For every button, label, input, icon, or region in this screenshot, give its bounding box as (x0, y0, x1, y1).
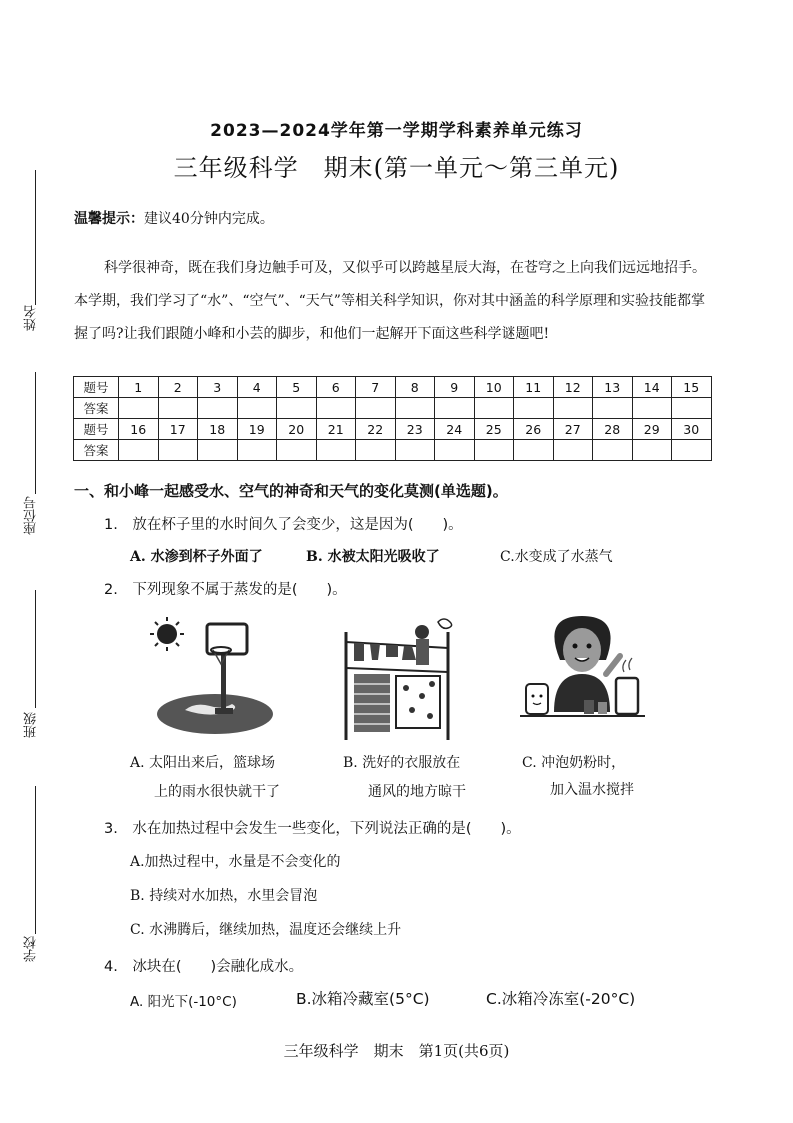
question-2-option-c-line2: 加入温水搅拌 (550, 782, 634, 798)
question-number-cell: 7 (356, 377, 396, 398)
answer-cell[interactable] (316, 440, 356, 461)
section-heading-1: 一、和小峰一起感受水、空气的神奇和天气的变化莫测(单选题)。 (74, 482, 508, 500)
answer-cell[interactable] (395, 398, 435, 419)
table-header-cell: 题号 (74, 419, 119, 440)
answer-cell[interactable] (553, 440, 593, 461)
answer-cell[interactable] (514, 398, 554, 419)
question-3-option-a[interactable]: A.加热过程中，水量是不会变化的 (130, 854, 341, 870)
question-4-option-b[interactable]: B.冰箱冷藏室(5°C) (296, 990, 430, 1008)
sun-icon (150, 617, 184, 651)
question-2-option-b-line2: 通风的地方晾干 (368, 784, 466, 800)
page-title-line1: 2023—2024学年第一学期学科素养单元练习 (210, 121, 583, 141)
answer-cell[interactable] (158, 398, 198, 419)
answer-cell[interactable] (119, 440, 159, 461)
answer-table (73, 376, 712, 461)
page-footer: 三年级科学 期末 第1页(共6页) (283, 1042, 510, 1060)
sidebar-line-4 (35, 786, 36, 934)
answer-cell[interactable] (435, 398, 475, 419)
answer-cell[interactable] (593, 398, 633, 419)
table-header-cell: 答案 (74, 398, 119, 419)
answer-cell[interactable] (316, 398, 356, 419)
question-number-cell: 10 (474, 377, 514, 398)
question-number-cell: 21 (316, 419, 356, 440)
page-title-line2: 三年级科学 期末(第一单元～第三单元) (173, 154, 620, 182)
answer-cell[interactable] (356, 398, 396, 419)
question-1-stem: 1. 放在杯子里的水时间久了会变少，这是因为( )。 (104, 517, 463, 533)
sidebar-class-label: 班级 (24, 712, 39, 738)
answer-cell[interactable] (672, 398, 712, 419)
question-1-option-b[interactable]: B. 水被太阳光吸收了 (306, 549, 440, 565)
question-number-cell: 1 (119, 377, 159, 398)
question-number-cell: 13 (593, 377, 633, 398)
answer-cell[interactable] (237, 398, 277, 419)
answer-cell[interactable] (514, 440, 554, 461)
table-row (74, 440, 712, 461)
question-number-cell: 26 (514, 419, 554, 440)
answer-cell[interactable] (198, 398, 238, 419)
table-row (74, 398, 712, 419)
question-number-cell: 28 (593, 419, 633, 440)
tip-label: 温馨提示： (74, 211, 144, 227)
sidebar-line-2 (35, 372, 36, 494)
question-number-cell: 3 (198, 377, 238, 398)
answer-cell[interactable] (593, 440, 633, 461)
answer-cell[interactable] (277, 440, 317, 461)
question-3-option-c[interactable]: C. 水沸腾后，继续加热，温度还会继续上升 (130, 922, 402, 938)
question-2-option-b-line1[interactable]: B. 洗好的衣服放在 (343, 755, 461, 771)
sidebar-line-3 (35, 590, 36, 708)
question-1-option-a[interactable]: A. 水渗到杯子外面了 (130, 549, 263, 565)
question-number-cell: 11 (514, 377, 554, 398)
question-2-stem: 2. 下列现象不属于蒸发的是( )。 (104, 582, 347, 598)
question-number-cell: 29 (632, 419, 672, 440)
question-3-stem: 3. 水在加热过程中会发生一些变化，下列说法正确的是( )。 (104, 821, 521, 837)
question-number-cell: 6 (316, 377, 356, 398)
tip-text: 建议40分钟内完成。 (144, 211, 274, 227)
intro-paragraph: 科学很神奇，既在我们身边触手可及，又似乎可以跨越星辰大海，在苍穹之上向我们远远地招手。本学期，我们学习了“水”、“空气”、“天气”等相关科学知识，你对其中涵盖的科学原理和实验技能都掌握了吗?让我们跟随小峰和小芸的脚步，和他们一起解开下面这些科学谜题吧! (74, 260, 706, 342)
question-number-cell: 12 (553, 377, 593, 398)
answer-cell[interactable] (474, 398, 514, 419)
table-row (74, 419, 712, 440)
sidebar-name-label: 姓名 (24, 305, 39, 331)
table-row (74, 377, 712, 398)
answer-cell[interactable] (395, 440, 435, 461)
tip (74, 208, 274, 228)
answer-cell[interactable] (237, 440, 277, 461)
answer-cell[interactable] (356, 440, 396, 461)
question-4-option-c[interactable]: C.冰箱冷冻室(-20°C) (486, 990, 636, 1008)
answer-cell[interactable] (198, 440, 238, 461)
question-number-cell: 2 (158, 377, 198, 398)
answer-cell[interactable] (672, 440, 712, 461)
answer-cell[interactable] (632, 398, 672, 419)
sidebar-school-label: 学校 (24, 936, 39, 962)
question-number-cell: 5 (277, 377, 317, 398)
question-number-cell: 9 (435, 377, 475, 398)
question-number-cell: 24 (435, 419, 475, 440)
table-header-cell: 答案 (74, 440, 119, 461)
milk-powder-image (520, 612, 645, 730)
question-number-cell: 14 (632, 377, 672, 398)
question-number-cell: 4 (237, 377, 277, 398)
question-4-stem: 4. 冰块在( )会融化成水。 (104, 959, 304, 975)
question-number-cell: 30 (672, 419, 712, 440)
question-number-cell: 19 (237, 419, 277, 440)
answer-cell[interactable] (474, 440, 514, 461)
sidebar-seat-label: 座位号 (24, 496, 39, 535)
question-number-cell: 23 (395, 419, 435, 440)
laundry-image (340, 612, 455, 740)
question-2-option-a-line1[interactable]: A. 太阳出来后，篮球场 (130, 755, 276, 771)
question-number-cell: 18 (198, 419, 238, 440)
question-number-cell: 20 (277, 419, 317, 440)
table-header-cell: 题号 (74, 377, 119, 398)
answer-cell[interactable] (553, 398, 593, 419)
question-4-option-a[interactable]: A. 阳光下(-10°C) (130, 994, 237, 1010)
sidebar-line-1 (35, 170, 36, 305)
answer-cell[interactable] (435, 440, 475, 461)
answer-cell[interactable] (277, 398, 317, 419)
question-number-cell: 15 (672, 377, 712, 398)
question-number-cell: 27 (553, 419, 593, 440)
answer-cell[interactable] (632, 440, 672, 461)
question-number-cell: 25 (474, 419, 514, 440)
question-1-option-c[interactable]: C.水变成了水蒸气 (500, 549, 613, 565)
basketball-court-image (145, 612, 275, 737)
answer-cell[interactable] (158, 440, 198, 461)
answer-cell[interactable] (119, 398, 159, 419)
question-number-cell: 22 (356, 419, 396, 440)
question-number-cell: 17 (158, 419, 198, 440)
question-2-option-a-line2: 上的雨水很快就干了 (154, 784, 280, 800)
question-2-option-c-line1[interactable]: C. 冲泡奶粉时， (522, 755, 626, 771)
question-number-cell: 16 (119, 419, 159, 440)
question-3-option-b[interactable]: B. 持续对水加热，水里会冒泡 (130, 888, 318, 904)
question-number-cell: 8 (395, 377, 435, 398)
